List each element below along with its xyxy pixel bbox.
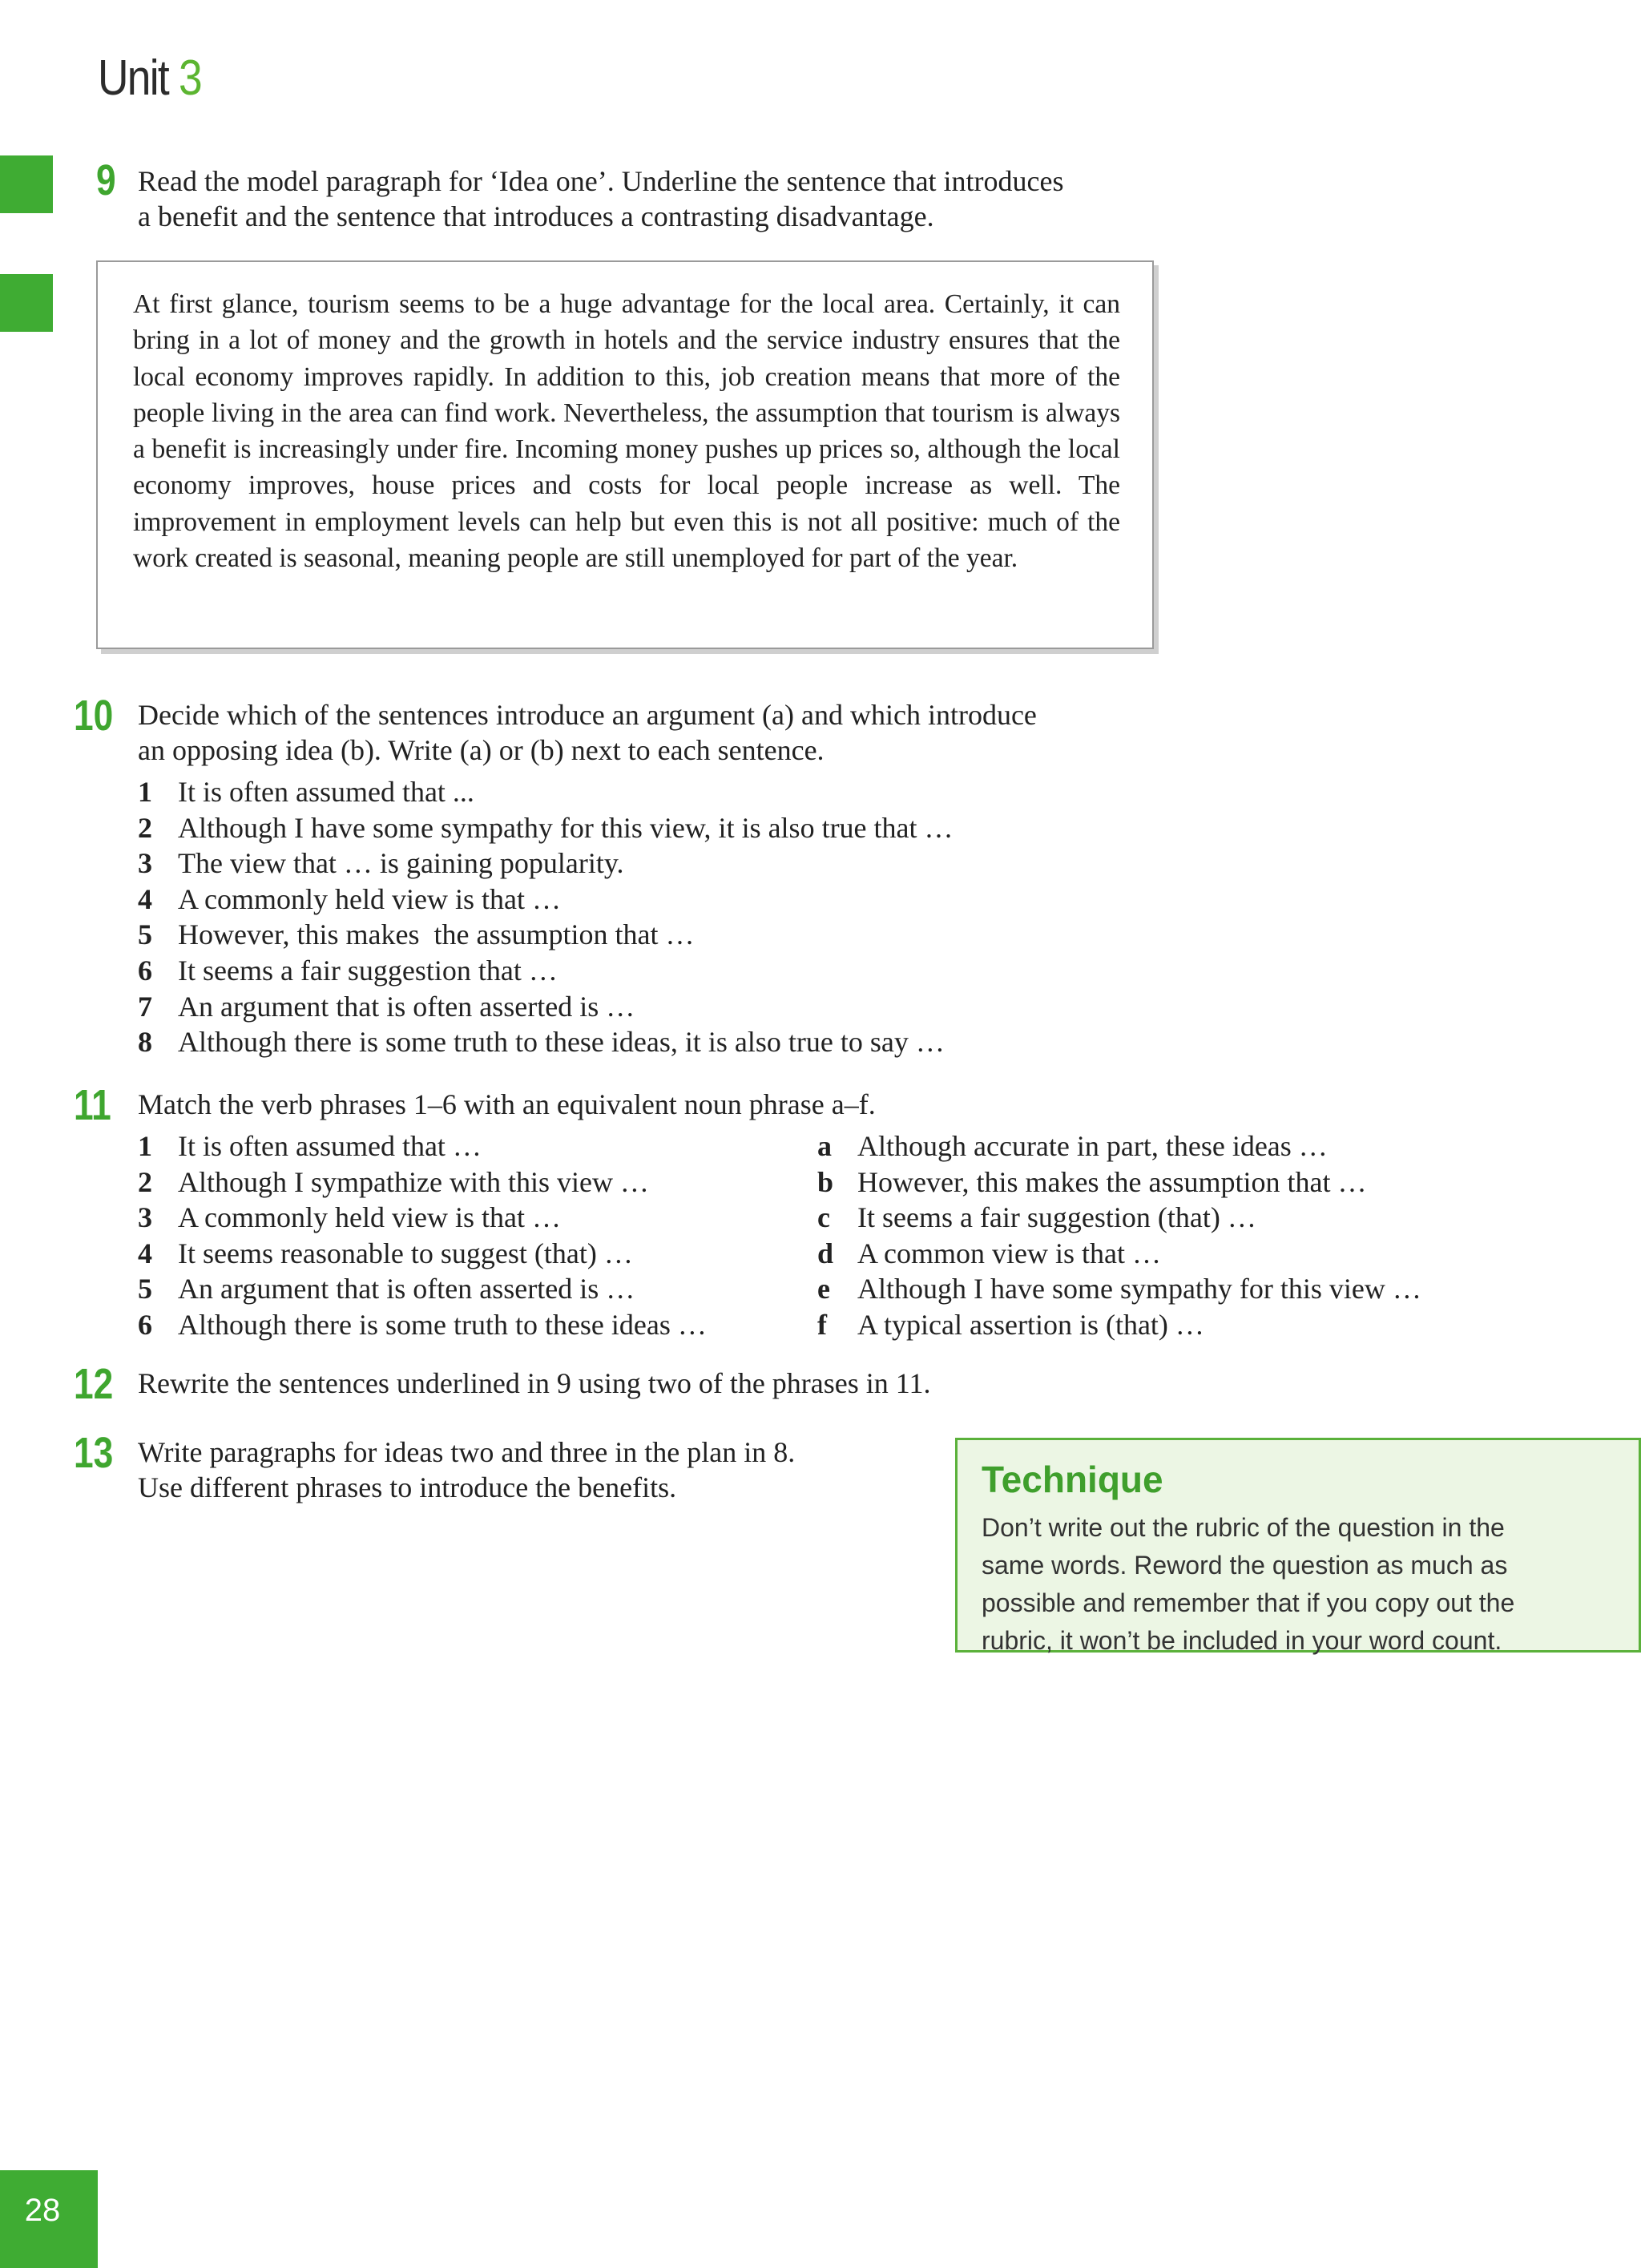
item-letter: d bbox=[817, 1237, 834, 1269]
technique-line: Don’t write out the rubric of the question in the bbox=[982, 1513, 1505, 1542]
technique-body bbox=[982, 1509, 1623, 1660]
item-text: It is often assumed that … bbox=[178, 1130, 482, 1162]
instruction-line: Use different phrases to introduce the benefits. bbox=[138, 1471, 677, 1503]
item-number: 4 bbox=[138, 882, 152, 915]
technique-line: rubric, it won’t be included in your word count. bbox=[982, 1626, 1502, 1655]
exercise-11-left-list bbox=[138, 1128, 707, 1343]
item-number: 5 bbox=[138, 1273, 152, 1306]
list-item bbox=[817, 1271, 1421, 1307]
list-item bbox=[138, 989, 954, 1025]
list-item bbox=[138, 882, 954, 918]
item-text: However, this makes the assumption that … bbox=[178, 918, 695, 951]
side-tab-second bbox=[0, 274, 53, 332]
instruction-line: Read the model paragraph for ‘Idea one’. Underline the sentence that introduces bbox=[138, 165, 1064, 197]
list-item bbox=[817, 1164, 1421, 1201]
item-number: 2 bbox=[138, 811, 152, 844]
item-letter: c bbox=[817, 1201, 830, 1234]
list-item bbox=[138, 1128, 707, 1164]
exercise-11-instruction: Match the verb phrases 1–6 with an equivalent noun phrase a–f. bbox=[138, 1088, 876, 1120]
item-text: It is often assumed that ... bbox=[178, 776, 474, 808]
list-item bbox=[817, 1307, 1421, 1343]
item-text: A common view is that … bbox=[857, 1237, 1161, 1269]
item-text: A commonly held view is that … bbox=[178, 882, 561, 915]
exercise-11-number: 11 bbox=[74, 1081, 111, 1129]
instruction-line: Write paragraphs for ideas two and three in the plan in 8. bbox=[138, 1436, 796, 1468]
technique-line: same words. Reword the question as much as bbox=[982, 1551, 1508, 1580]
side-tab-top bbox=[0, 155, 53, 213]
item-text: An argument that is often asserted is … bbox=[178, 1273, 635, 1306]
instruction-line: a benefit and the sentence that introduces a contrasting disadvantage. bbox=[138, 200, 934, 232]
item-number: 2 bbox=[138, 1165, 152, 1198]
item-text: Although I have some sympathy for this view, it is also true that … bbox=[178, 811, 954, 844]
item-number: 6 bbox=[138, 954, 152, 987]
item-number: 6 bbox=[138, 1308, 152, 1341]
unit-number: 3 bbox=[179, 50, 201, 106]
item-letter: f bbox=[817, 1308, 827, 1341]
list-item bbox=[817, 1236, 1421, 1272]
item-number: 3 bbox=[138, 1201, 152, 1234]
item-text: A typical assertion is (that) … bbox=[857, 1308, 1204, 1341]
list-item bbox=[138, 810, 954, 846]
item-number: 7 bbox=[138, 990, 152, 1023]
unit-title bbox=[98, 50, 201, 107]
list-item bbox=[138, 1164, 707, 1201]
exercise-12-number: 12 bbox=[74, 1360, 114, 1408]
item-number: 8 bbox=[138, 1026, 152, 1059]
technique-line: possible and remember that if you copy out the bbox=[982, 1588, 1515, 1617]
item-text: It seems reasonable to suggest (that) … bbox=[178, 1237, 633, 1269]
item-letter: a bbox=[817, 1130, 832, 1162]
list-item bbox=[138, 845, 954, 882]
item-letter: b bbox=[817, 1165, 834, 1198]
list-item bbox=[138, 917, 954, 953]
unit-label: Unit bbox=[98, 50, 168, 106]
item-text: The view that … is gaining popularity. bbox=[178, 847, 624, 880]
item-text: A commonly held view is that … bbox=[178, 1201, 561, 1234]
list-item bbox=[817, 1200, 1421, 1236]
technique-box bbox=[955, 1438, 1641, 1653]
list-item bbox=[138, 1307, 707, 1343]
list-item bbox=[817, 1128, 1421, 1164]
item-text: Although there is some truth to these ideas, it is also true to say … bbox=[178, 1026, 945, 1059]
model-paragraph: At first glance, tourism seems to be a huge advantage for the local area. Certainly, it can bring in a lot of money and the growth in hotels and the service industry ensures that the local economy improves rapidly. In addition to this, job creation means that more of the people living in the area can find work. Nevertheless, the assumption that tourism is always a benefit is increasingly under fire. Incoming money pushes up prices so, although the local economy improves, house prices and costs for local people increase as well. The improvement in employment levels can help but even this is not all positive: much of the work created is seasonal, meaning people are still unemployed for part of the year. bbox=[133, 289, 1120, 574]
exercise-13-number: 13 bbox=[74, 1429, 114, 1477]
item-text: It seems a fair suggestion (that) … bbox=[857, 1201, 1256, 1234]
instruction-line: an opposing idea (b). Write (a) or (b) next to each sentence. bbox=[138, 734, 825, 766]
technique-title: Technique bbox=[982, 1459, 1163, 1500]
page-number: 28 bbox=[24, 2193, 61, 2228]
exercise-10-number: 10 bbox=[74, 692, 114, 740]
item-text: Although I sympathize with this view … bbox=[178, 1165, 649, 1198]
list-item bbox=[138, 1236, 707, 1272]
exercise-13-instruction bbox=[138, 1435, 795, 1505]
item-text: An argument that is often asserted is … bbox=[178, 990, 635, 1023]
exercise-10-instruction bbox=[138, 697, 1037, 768]
item-number: 3 bbox=[138, 847, 152, 880]
instruction-line: Decide which of the sentences introduce an argument (a) and which introduce bbox=[138, 699, 1037, 731]
list-item bbox=[138, 1024, 954, 1060]
list-item bbox=[138, 1271, 707, 1307]
exercise-9-instruction bbox=[138, 163, 1064, 234]
item-number: 1 bbox=[138, 776, 152, 808]
exercise-12-instruction: Rewrite the sentences underlined in 9 using two of the phrases in 11. bbox=[138, 1367, 931, 1399]
item-text: However, this makes the assumption that … bbox=[857, 1165, 1367, 1198]
model-paragraph-box bbox=[96, 260, 1154, 649]
exercise-10-list bbox=[138, 774, 954, 1060]
item-text: Although there is some truth to these ideas … bbox=[178, 1308, 707, 1341]
page-number-box bbox=[0, 2170, 98, 2268]
list-item bbox=[138, 774, 954, 810]
item-number: 1 bbox=[138, 1130, 152, 1162]
item-text: Although I have some sympathy for this view … bbox=[857, 1273, 1421, 1306]
list-item bbox=[138, 953, 954, 989]
exercise-9-number: 9 bbox=[96, 156, 116, 204]
item-number: 5 bbox=[138, 918, 152, 951]
item-number: 4 bbox=[138, 1237, 152, 1269]
list-item bbox=[138, 1200, 707, 1236]
item-letter: e bbox=[817, 1273, 830, 1306]
item-text: Although accurate in part, these ideas … bbox=[857, 1130, 1328, 1162]
item-text: It seems a fair suggestion that … bbox=[178, 954, 558, 987]
exercise-11-right-list bbox=[817, 1128, 1421, 1343]
